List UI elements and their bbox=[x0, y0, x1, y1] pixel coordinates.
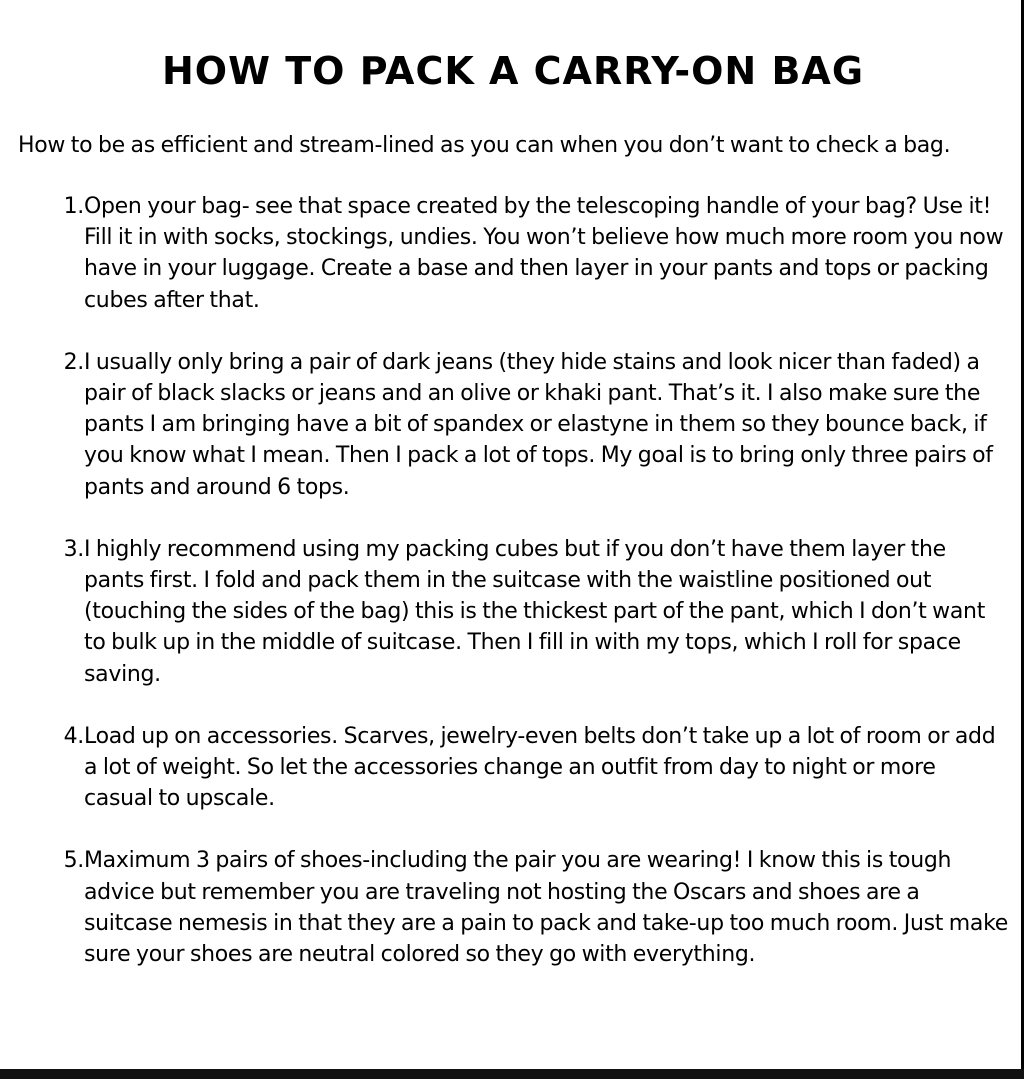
step-text: Open your bag- see that space created by the telescoping handle of your bag? Use it! Fill it in with socks, stockings, undies. You won’t believe how much more room you now have in your luggage. Create a base and then layer in your pants and tops or packing cubes after that. bbox=[84, 194, 1004, 313]
list-item bbox=[18, 721, 1008, 815]
step-number: 5. bbox=[63, 848, 84, 874]
list-item bbox=[18, 534, 1008, 690]
step-text: I highly recommend using my packing cubes but if you don’t have them layer the pants first. I fold and pack them in the suitcase with the waistline positioned out (touching the sides of the bag) this is the thickest part of the pant, which I don’t want to bulk up in the middle of suitcase. Then I fill in with my tops, which I roll for space saving. bbox=[84, 536, 986, 687]
step-number: 3. bbox=[63, 536, 84, 562]
step-number: 2. bbox=[63, 349, 84, 375]
step-number: 1. bbox=[63, 194, 84, 219]
steps-list bbox=[18, 191, 1008, 970]
list-item bbox=[18, 347, 1008, 503]
step-text: Maximum 3 pairs of shoes-including the pair you are wearing! I know this is tough advice but remember you are traveling not hosting the Oscars and shoes are a suitcase nemesis in that they are a pain to pack and take-up too much room. Just make sure your shoes are neutral colored so they go with everything. bbox=[84, 848, 1008, 968]
step-text: Load up on accessories. Scarves, jewelry-even belts don’t take up a lot of room or add a lot of weight. So let the accessories change an outfit from day to night or more casual to upscale. bbox=[84, 723, 996, 812]
bottom-scroll-bar bbox=[0, 1069, 1024, 1079]
intro-paragraph: How to be as efficient and stream-lined as you can when you don’t want to check a bag. bbox=[18, 133, 951, 158]
document-page bbox=[18, 40, 1008, 1001]
step-text: I usually only bring a pair of dark jeans (they hide stains and look nicer than faded) a pair of black slacks or jeans and an olive or khaki pant. That’s it. I also make sure the pants I am bringing have a bit of spandex or elastyne in them so they bounce back, if you know what I mean. Then I pack a lot of tops. My goal is to bring only three pairs of pants and around 6 tops. bbox=[84, 349, 993, 500]
list-item bbox=[18, 845, 1008, 970]
step-number: 4. bbox=[63, 723, 84, 749]
list-item bbox=[18, 191, 1008, 316]
document-title: HOW TO PACK A CARRY-ON BAG bbox=[161, 49, 865, 93]
